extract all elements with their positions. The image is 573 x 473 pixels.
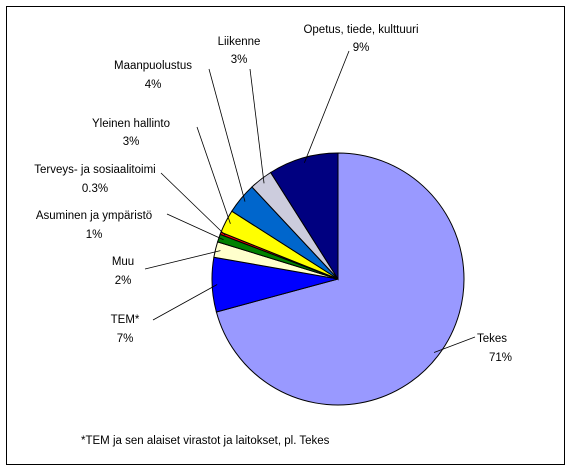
slice-value-label-yleinen-hallinto: 3% bbox=[122, 136, 140, 148]
leader-line-muu bbox=[145, 251, 220, 269]
slice-name-label-terveys-ja-sosiaalitoimi: Terveys- ja sosiaalitoimi bbox=[34, 164, 156, 176]
slice-name-label-yleinen-hallinto: Yleinen hallinto bbox=[91, 118, 171, 130]
slice-value-label-terveys-ja-sosiaalitoimi: 0.3% bbox=[81, 183, 109, 195]
pie-slices bbox=[212, 153, 464, 405]
slice-name-label-tekes: Tekes bbox=[477, 333, 508, 345]
leader-line-maanpuolustus bbox=[209, 69, 245, 202]
slice-value-label-opetus-tiede-kulttuuri: 9% bbox=[352, 42, 370, 54]
pie-chart bbox=[7, 7, 564, 464]
slice-name-label-opetus-tiede-kulttuuri: Opetus, tiede, kulttuuri bbox=[303, 24, 419, 36]
slice-name-label-muu: Muu bbox=[111, 256, 135, 268]
chart-frame bbox=[6, 6, 565, 465]
slice-value-label-tem: 7% bbox=[116, 333, 134, 345]
slice-name-label-asuminen-ja-ymparisto: Asuminen ja ympäristö bbox=[35, 210, 153, 222]
footnote: *TEM ja sen alaiset virastot ja laitokset, pl. Tekes bbox=[81, 435, 330, 447]
leader-line-liikenne bbox=[250, 69, 264, 183]
slice-name-label-tem: TEM* bbox=[110, 314, 140, 326]
slice-value-label-tekes: 71% bbox=[489, 352, 513, 364]
leader-line-asuminen-ja-ymparisto bbox=[167, 214, 224, 240]
leader-line-yleinen-hallinto bbox=[197, 127, 230, 224]
slice-value-label-muu: 2% bbox=[114, 275, 132, 287]
slice-name-label-maanpuolustus: Maanpuolustus bbox=[114, 60, 192, 72]
slice-value-label-liikenne: 3% bbox=[230, 54, 248, 66]
slice-name-label-liikenne: Liikenne bbox=[217, 36, 261, 48]
leader-line-opetus-tiede-kulttuuri bbox=[304, 51, 349, 163]
leader-line-tem bbox=[153, 284, 217, 320]
slice-value-label-maanpuolustus: 4% bbox=[144, 79, 162, 91]
slice-value-label-asuminen-ja-ymparisto: 1% bbox=[85, 229, 103, 241]
